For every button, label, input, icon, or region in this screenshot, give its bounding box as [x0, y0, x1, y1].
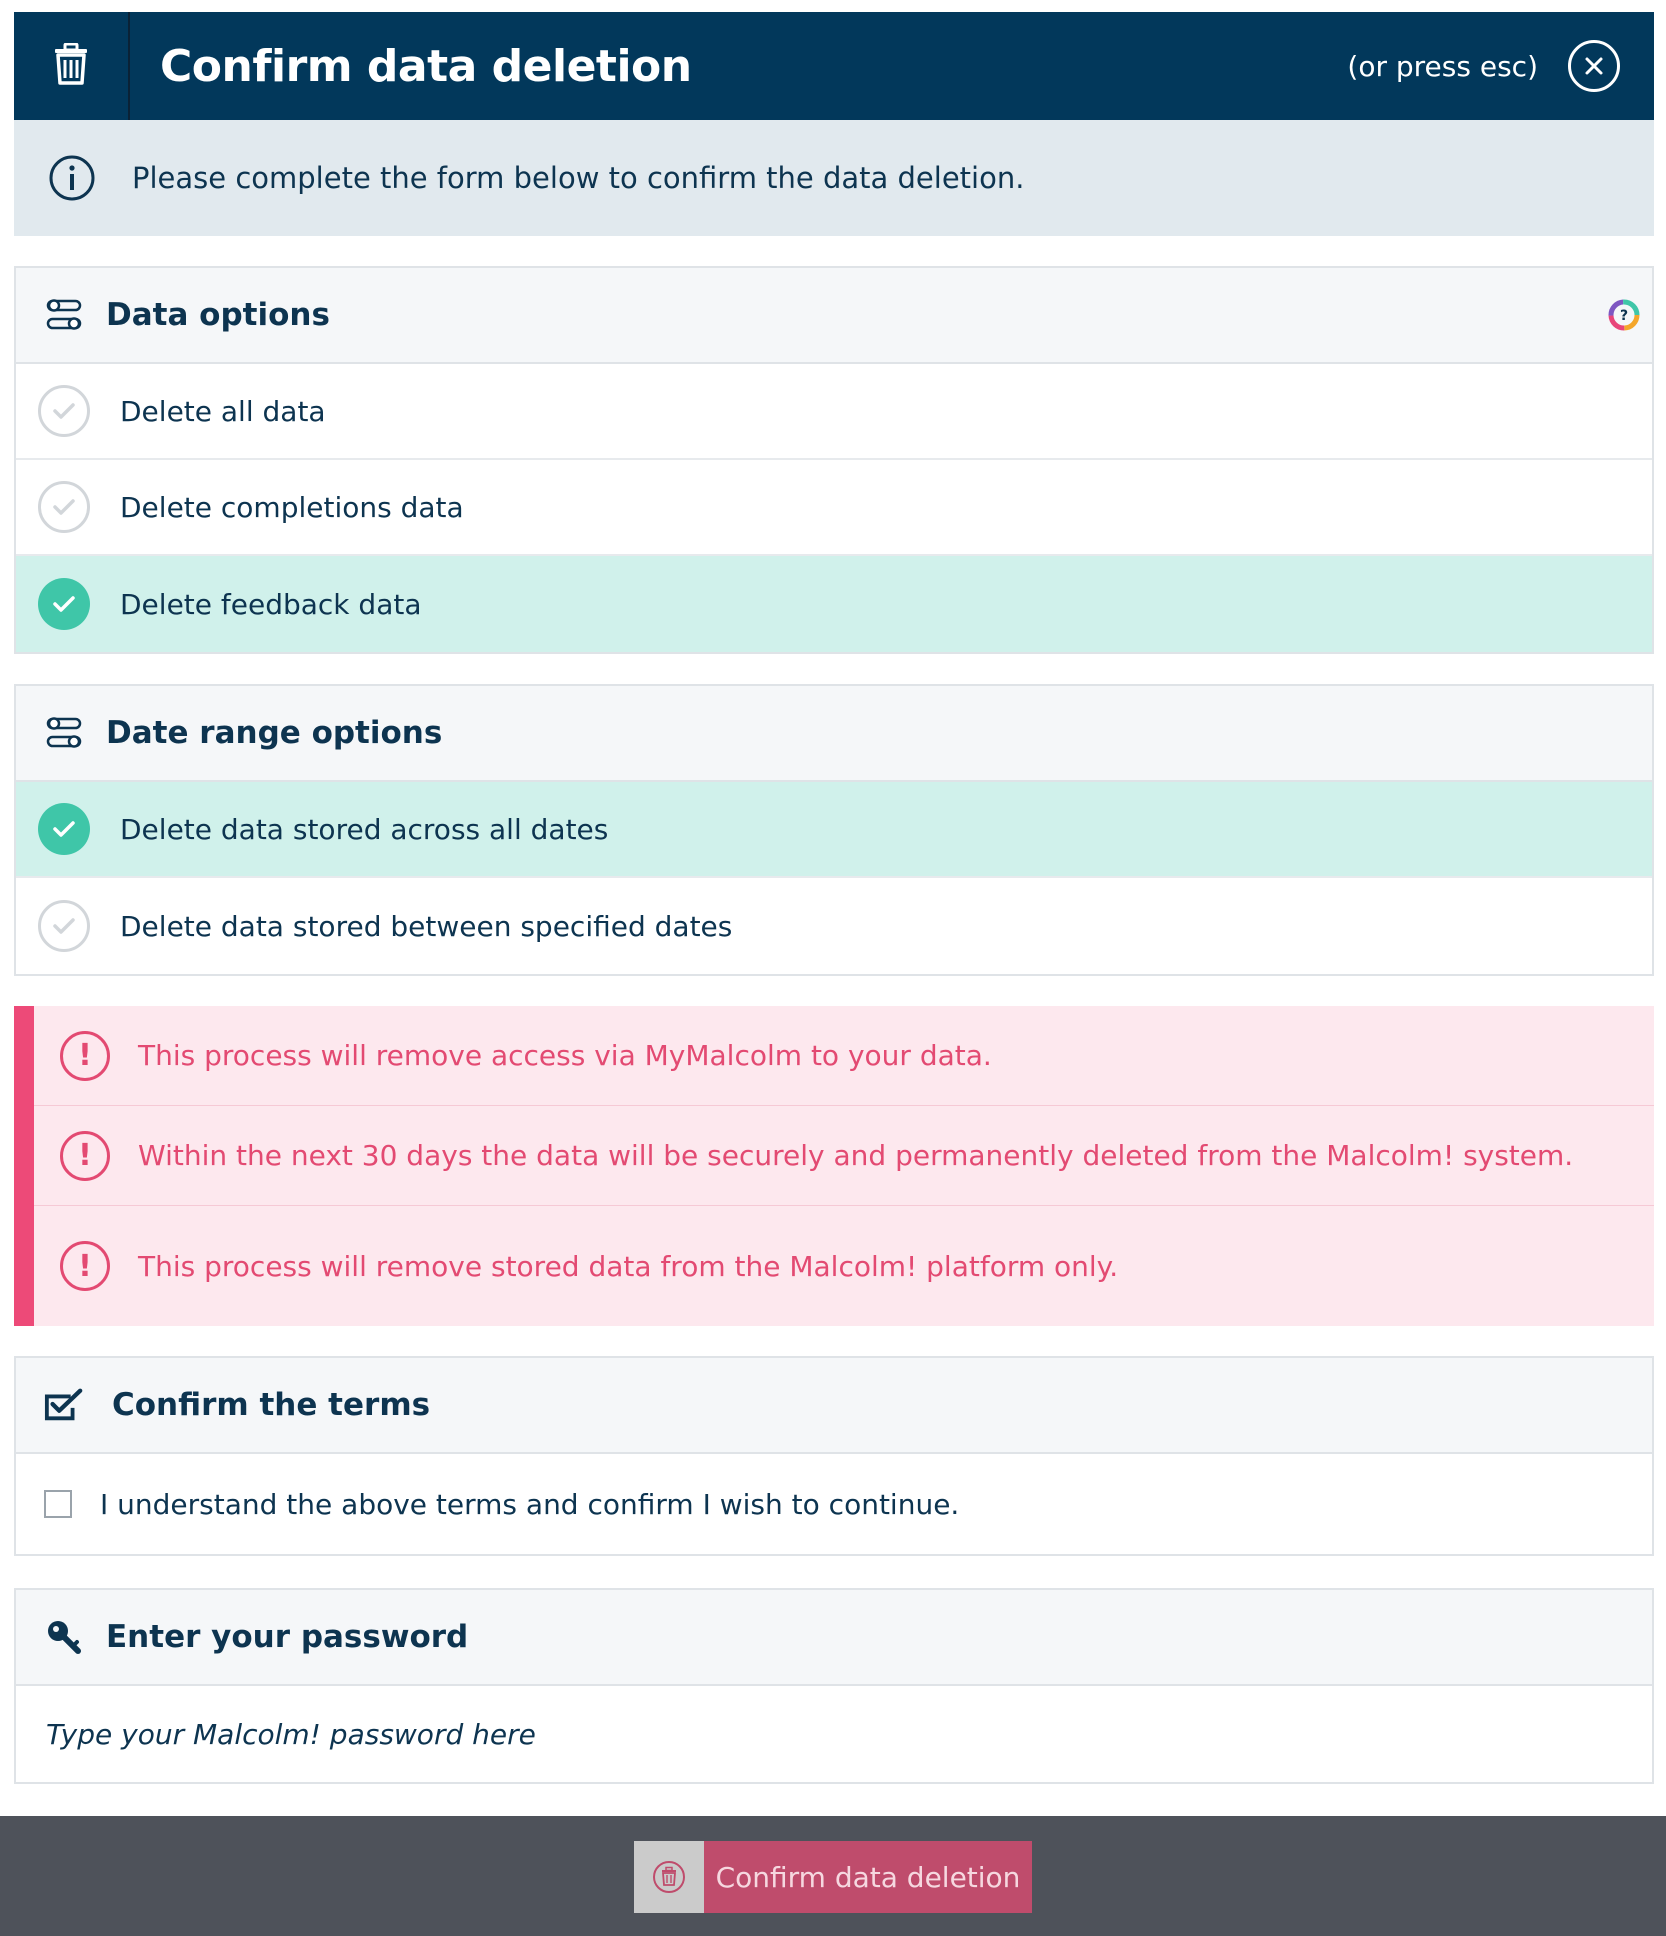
terms-row	[16, 1454, 1652, 1554]
warning-row	[34, 1206, 1654, 1326]
password-title: Enter your password	[106, 1619, 469, 1655]
option-label: Delete feedback data	[120, 587, 422, 621]
data-options-header	[16, 268, 1652, 364]
password-header	[16, 1590, 1652, 1686]
option-label: Delete all data	[120, 394, 326, 428]
warning-text: This process will remove stored data from the Malcolm! platform only.	[138, 1249, 1119, 1283]
radio-check-icon	[38, 385, 90, 437]
confirm-deletion-button[interactable]	[634, 1841, 1032, 1913]
info-text: Please complete the form below to confirm the data deletion.	[132, 161, 1025, 195]
password-input[interactable]	[16, 1686, 1652, 1782]
header-right	[1347, 40, 1620, 92]
option-delete-all-data[interactable]	[16, 364, 1652, 460]
modal-footer	[0, 1816, 1666, 1936]
svg-text:?: ?	[1619, 308, 1629, 324]
radio-check-icon	[38, 803, 90, 855]
sliders-icon	[44, 298, 84, 332]
warning-row	[34, 1106, 1654, 1206]
terms-panel	[14, 1356, 1654, 1556]
info-banner	[14, 120, 1654, 236]
close-icon	[1583, 55, 1605, 77]
data-options-panel	[14, 266, 1654, 654]
date-range-header	[16, 686, 1652, 782]
warning-row	[34, 1006, 1654, 1106]
option-specified-dates[interactable]	[16, 878, 1652, 974]
option-delete-completions-data[interactable]	[16, 460, 1652, 556]
modal-header	[14, 12, 1654, 120]
radio-check-icon	[38, 481, 90, 533]
exclamation-icon: !	[60, 1131, 110, 1181]
warning-text: This process will remove access via MyMalcolm to your data.	[138, 1039, 992, 1072]
data-options-title: Data options	[106, 297, 330, 333]
help-icon[interactable]	[1608, 299, 1640, 331]
password-panel	[14, 1588, 1654, 1784]
option-all-dates[interactable]	[16, 782, 1652, 878]
option-label: Delete data stored across all dates	[120, 812, 609, 846]
option-label: Delete completions data	[120, 490, 464, 524]
sliders-icon	[44, 716, 84, 750]
date-range-title: Date range options	[106, 715, 443, 751]
radio-check-icon	[38, 900, 90, 952]
header-icon-box	[14, 12, 130, 120]
key-icon	[44, 1619, 84, 1655]
warnings-box	[14, 1006, 1654, 1326]
modal-title: Confirm data deletion	[160, 40, 692, 92]
terms-checkbox[interactable]	[44, 1490, 72, 1518]
checkbox-icon	[44, 1388, 84, 1422]
trash-icon	[53, 43, 89, 89]
esc-hint: (or press esc)	[1347, 49, 1538, 83]
option-label: Delete data stored between specified dates	[120, 909, 733, 943]
terms-header	[16, 1358, 1652, 1454]
option-delete-feedback-data[interactable]	[16, 556, 1652, 652]
exclamation-icon: !	[60, 1241, 110, 1291]
radio-check-icon	[38, 578, 90, 630]
trash-icon	[634, 1841, 704, 1913]
terms-title: Confirm the terms	[112, 1387, 431, 1423]
warning-text: Within the next 30 days the data will be securely and permanently deleted from the Malcolm! system.	[138, 1139, 1574, 1172]
close-button[interactable]	[1568, 40, 1620, 92]
exclamation-icon: !	[60, 1031, 110, 1081]
date-range-panel	[14, 684, 1654, 976]
confirm-deletion-label: Confirm data deletion	[704, 1841, 1032, 1913]
terms-label: I understand the above terms and confirm I wish to continue.	[100, 1487, 960, 1521]
info-icon	[48, 154, 96, 202]
